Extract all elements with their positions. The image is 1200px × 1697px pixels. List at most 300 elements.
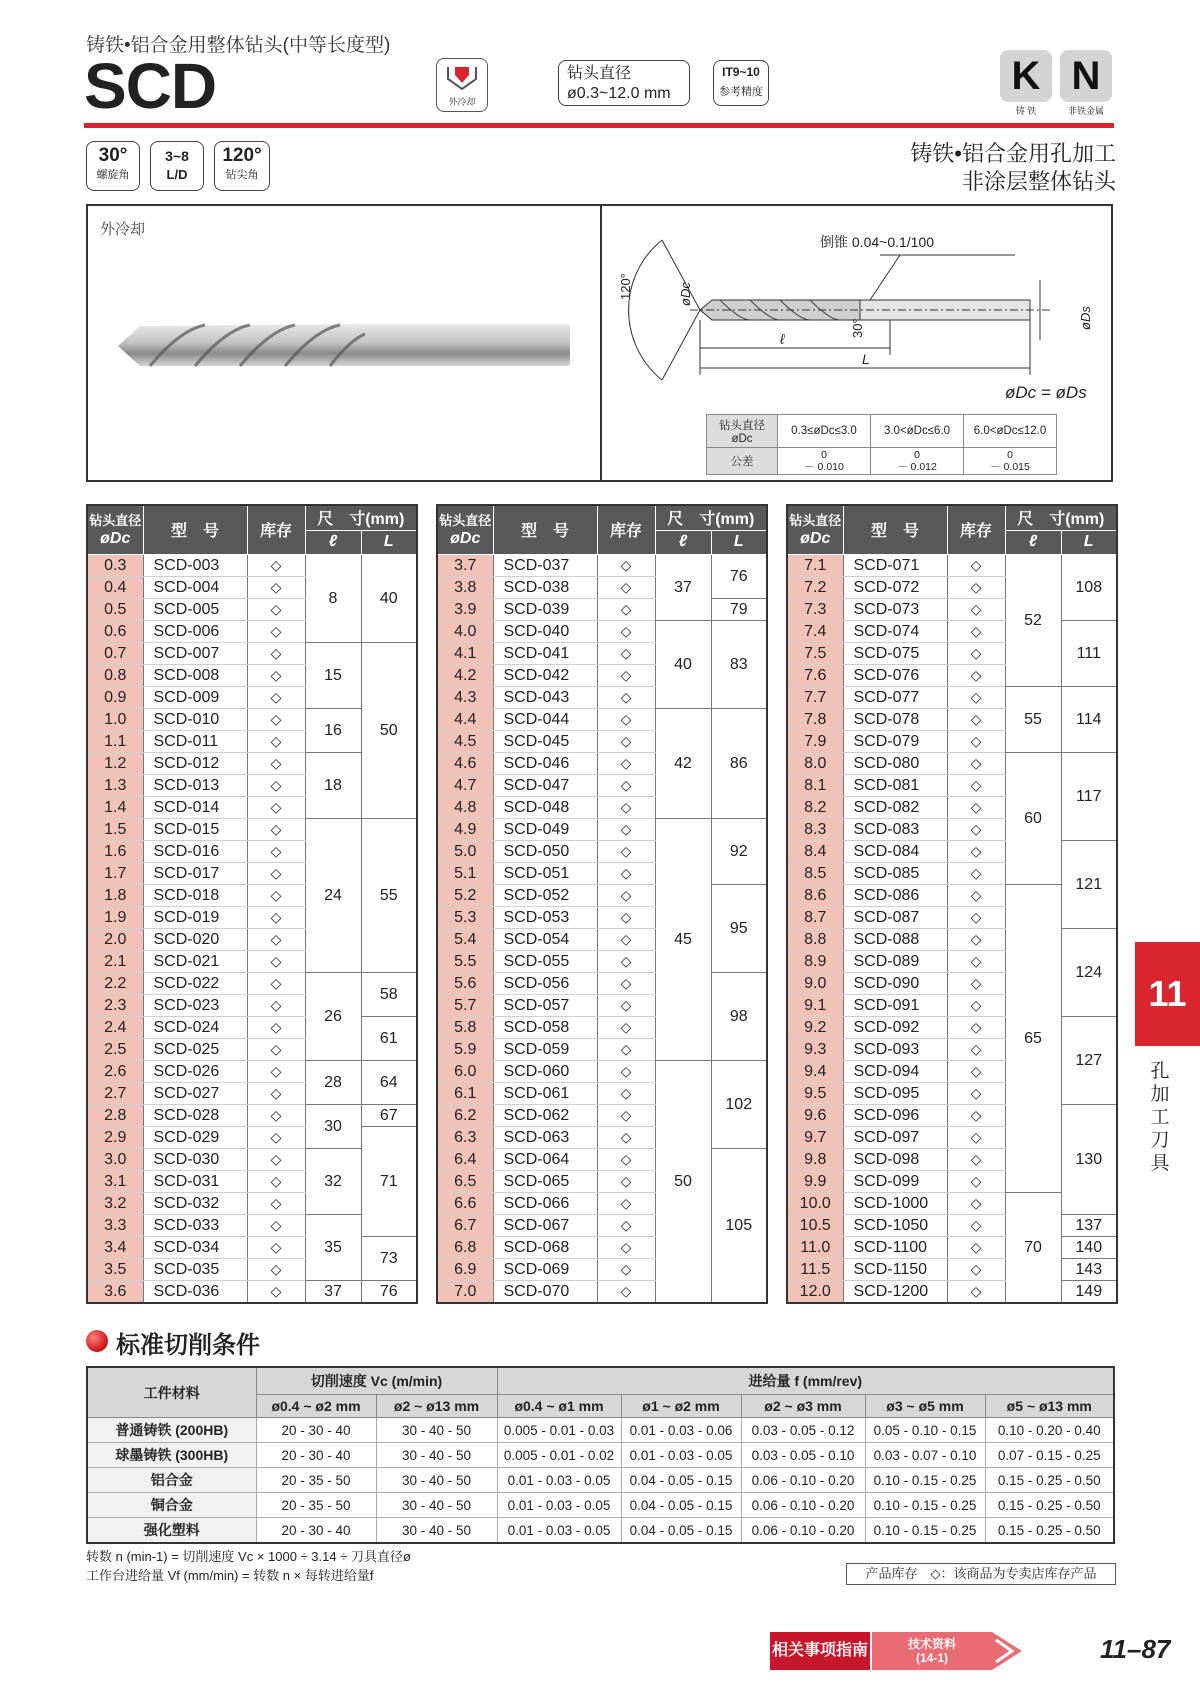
model-cell: SCD-057 xyxy=(493,994,597,1016)
dc-cell: 6.1 xyxy=(437,1082,493,1104)
feed-cell: 0.03 - 0.05 - 0.10 xyxy=(741,1443,865,1468)
table-row xyxy=(437,1060,767,1082)
stock-diamond-icon: ◇ xyxy=(947,598,1005,620)
model-cell: SCD-088 xyxy=(843,928,947,950)
l-value: 70 xyxy=(1005,1192,1061,1303)
L-value: 50 xyxy=(361,642,417,818)
model-cell: SCD-032 xyxy=(143,1192,247,1214)
stock-diamond-icon: ◇ xyxy=(947,862,1005,884)
l-value: 60 xyxy=(1005,752,1061,884)
feed-cell: 0.01 - 0.03 - 0.05 xyxy=(497,1493,621,1518)
model-cell: SCD-038 xyxy=(493,576,597,598)
speed-cell: 30 - 40 - 50 xyxy=(376,1443,497,1468)
l-value: 65 xyxy=(1005,884,1061,1192)
feature-point-angle xyxy=(214,141,270,191)
stock-diamond-icon: ◇ xyxy=(947,1104,1005,1126)
model-cell: SCD-003 xyxy=(143,554,247,576)
model-cell: SCD-016 xyxy=(143,840,247,862)
material-cell: 球墨铸铁 (300HB) xyxy=(87,1443,256,1468)
stock-diamond-icon: ◇ xyxy=(947,928,1005,950)
stock-diamond-icon: ◇ xyxy=(247,818,305,840)
stock-diamond-icon: ◇ xyxy=(597,1258,655,1280)
model-cell: SCD-098 xyxy=(843,1148,947,1170)
material-cell: 强化塑料 xyxy=(87,1518,256,1544)
model-cell: SCD-081 xyxy=(843,774,947,796)
model-cell: SCD-059 xyxy=(493,1038,597,1060)
dc-cell: 3.7 xyxy=(437,554,493,576)
model-cell: SCD-083 xyxy=(843,818,947,840)
L-value: 83 xyxy=(711,620,767,708)
dc-header xyxy=(87,505,143,554)
stock-diamond-icon: ◇ xyxy=(947,576,1005,598)
L-value: 58 xyxy=(361,972,417,1016)
stock-diamond-icon: ◇ xyxy=(247,950,305,972)
stock-diamond-icon: ◇ xyxy=(247,1016,305,1038)
stock-diamond-icon: ◇ xyxy=(597,1148,655,1170)
stock-diamond-icon: ◇ xyxy=(947,664,1005,686)
dc-cell: 0.6 xyxy=(87,620,143,642)
dc-cell: 1.3 xyxy=(87,774,143,796)
L-value: 40 xyxy=(361,554,417,642)
feed-cell: 0.03 - 0.07 - 0.10 xyxy=(865,1443,985,1468)
feature-helix-value: 30° xyxy=(98,145,128,166)
drawing-L: L xyxy=(862,351,870,367)
model-cell: SCD-047 xyxy=(493,774,597,796)
stock-diamond-icon: ◇ xyxy=(247,598,305,620)
model-cell: SCD-095 xyxy=(843,1082,947,1104)
dc-cell: 6.7 xyxy=(437,1214,493,1236)
l-header: ℓ xyxy=(1005,530,1061,554)
stock-diamond-icon: ◇ xyxy=(247,994,305,1016)
l-value: 50 xyxy=(655,1060,711,1303)
stock-diamond-icon: ◇ xyxy=(597,708,655,730)
dc-cell: 1.1 xyxy=(87,730,143,752)
dc-cell: 3.1 xyxy=(87,1170,143,1192)
model-cell: SCD-076 xyxy=(843,664,947,686)
dc-cell: 8.1 xyxy=(787,774,843,796)
stock-diamond-icon: ◇ xyxy=(597,906,655,928)
dc-cell: 9.3 xyxy=(787,1038,843,1060)
L-value: 61 xyxy=(361,1016,417,1060)
model-cell: SCD-052 xyxy=(493,884,597,906)
dc-cell: 12.0 xyxy=(787,1280,843,1303)
stock-diamond-icon: ◇ xyxy=(947,686,1005,708)
stock-diamond-icon: ◇ xyxy=(597,1170,655,1192)
L-value: 121 xyxy=(1061,840,1117,928)
l-value: 28 xyxy=(305,1060,361,1104)
feed-cell: 0.15 - 0.25 - 0.50 xyxy=(985,1493,1114,1518)
model-title: SCD xyxy=(84,50,217,122)
l-value: 24 xyxy=(305,818,361,972)
feed-col: ø0.4 ~ ø1 mm xyxy=(497,1395,621,1418)
header-divider xyxy=(84,123,1114,128)
dc-cell: 6.8 xyxy=(437,1236,493,1258)
dc-cell: 5.6 xyxy=(437,972,493,994)
l-value: 52 xyxy=(1005,554,1061,686)
stock-diamond-icon: ◇ xyxy=(947,972,1005,994)
dc-cell: 3.9 xyxy=(437,598,493,620)
page-subtitle: 铸铁•铝合金用整体钻头(中等长度型) xyxy=(86,35,391,56)
stock-diamond-icon: ◇ xyxy=(247,1126,305,1148)
model-cell: SCD-063 xyxy=(493,1126,597,1148)
feature-point-angle-label: 钻尖角 xyxy=(225,169,259,181)
dc-cell: 11.5 xyxy=(787,1258,843,1280)
dc-cell: 4.5 xyxy=(437,730,493,752)
model-cell: SCD-037 xyxy=(493,554,597,576)
right-title xyxy=(910,140,1116,196)
dc-cell: 5.5 xyxy=(437,950,493,972)
model-cell: SCD-012 xyxy=(143,752,247,774)
speed-cell: 20 - 30 - 40 xyxy=(256,1518,376,1544)
dc-cell: 1.5 xyxy=(87,818,143,840)
model-cell: SCD-020 xyxy=(143,928,247,950)
dc-cell: 2.7 xyxy=(87,1082,143,1104)
stock-diamond-icon: ◇ xyxy=(597,994,655,1016)
feed-cell: 0.06 - 0.10 - 0.20 xyxy=(741,1468,865,1493)
dc-cell: 9.8 xyxy=(787,1148,843,1170)
stock-diamond-icon: ◇ xyxy=(947,752,1005,774)
stock-diamond-icon: ◇ xyxy=(597,818,655,840)
feed-header: 进给量 f (mm/rev) xyxy=(497,1367,1114,1395)
feed-cell: 0.10 - 0.15 - 0.25 xyxy=(865,1493,985,1518)
dc-cell: 4.4 xyxy=(437,708,493,730)
dc-cell: 0.5 xyxy=(87,598,143,620)
stock-diamond-icon: ◇ xyxy=(947,730,1005,752)
stock-diamond-icon: ◇ xyxy=(597,950,655,972)
dc-cell: 8.8 xyxy=(787,928,843,950)
table-row xyxy=(87,1280,417,1303)
stock-diamond-icon: ◇ xyxy=(597,620,655,642)
speed-cell: 30 - 40 - 50 xyxy=(376,1418,497,1443)
model-cell: SCD-056 xyxy=(493,972,597,994)
L-header: L xyxy=(711,530,767,554)
dc-cell: 3.2 xyxy=(87,1192,143,1214)
stock-diamond-icon: ◇ xyxy=(597,1214,655,1236)
model-cell: SCD-029 xyxy=(143,1126,247,1148)
tolerance-label: 公差 xyxy=(707,448,778,475)
dc-cell: 1.2 xyxy=(87,752,143,774)
stock-diamond-icon: ◇ xyxy=(597,1038,655,1060)
model-cell: SCD-074 xyxy=(843,620,947,642)
right-title-line1: 铸铁•铝合金用孔加工 xyxy=(910,141,1116,166)
stock-diamond-icon: ◇ xyxy=(247,1258,305,1280)
speed-cell: 20 - 30 - 40 xyxy=(256,1443,376,1468)
stock-diamond-icon: ◇ xyxy=(597,972,655,994)
dc-cell: 2.5 xyxy=(87,1038,143,1060)
stock-diamond-icon: ◇ xyxy=(947,840,1005,862)
stock-diamond-icon: ◇ xyxy=(947,906,1005,928)
table-row xyxy=(787,686,1117,708)
precision-grade: IT9~10 xyxy=(722,65,760,79)
dc-cell: 4.7 xyxy=(437,774,493,796)
stock-diamond-icon: ◇ xyxy=(597,884,655,906)
stock-diamond-icon: ◇ xyxy=(947,1148,1005,1170)
model-cell: SCD-087 xyxy=(843,906,947,928)
dc-cell: 4.3 xyxy=(437,686,493,708)
model-cell: SCD-073 xyxy=(843,598,947,620)
L-value: 55 xyxy=(361,818,417,972)
cutting-row xyxy=(87,1443,1114,1468)
tolerance-value xyxy=(871,448,964,475)
L-value: 130 xyxy=(1061,1104,1117,1214)
dc-cell: 5.9 xyxy=(437,1038,493,1060)
stock-diamond-icon: ◇ xyxy=(247,840,305,862)
dc-cell: 2.4 xyxy=(87,1016,143,1038)
L-value: 137 xyxy=(1061,1214,1117,1236)
speed-col: ø2 ~ ø13 mm xyxy=(376,1395,497,1418)
model-cell: SCD-027 xyxy=(143,1082,247,1104)
model-cell: SCD-049 xyxy=(493,818,597,840)
stock-diamond-icon: ◇ xyxy=(247,730,305,752)
dc-cell: 2.2 xyxy=(87,972,143,994)
feed-cell: 0.005 - 0.01 - 0.03 xyxy=(497,1418,621,1443)
L-value: 79 xyxy=(711,598,767,620)
section-bullet-icon xyxy=(86,1330,108,1352)
L-header: L xyxy=(1061,530,1117,554)
stock-diamond-icon: ◇ xyxy=(597,1060,655,1082)
dc-cell: 7.9 xyxy=(787,730,843,752)
dc-cell: 6.5 xyxy=(437,1170,493,1192)
model-cell: SCD-007 xyxy=(143,642,247,664)
stock-diamond-icon: ◇ xyxy=(597,774,655,796)
formula-rpm: 转数 n (min-1) = 切削速度 Vc × 1000 ÷ 3.14 ÷ 刀具直径ø xyxy=(86,1549,411,1564)
coolant-arrow-icon xyxy=(442,63,482,93)
dc-cell: 8.3 xyxy=(787,818,843,840)
dc-cell: 9.1 xyxy=(787,994,843,1016)
model-cell: SCD-070 xyxy=(493,1280,597,1303)
dc-cell: 6.3 xyxy=(437,1126,493,1148)
dc-cell: 8.4 xyxy=(787,840,843,862)
stock-legend: 产品库存 ◇：该商品为专卖店库存产品 xyxy=(846,1563,1116,1585)
table-row xyxy=(787,1236,1117,1258)
table-row xyxy=(437,708,767,730)
drawing-l: ℓ xyxy=(780,331,785,347)
material-cell: 铝合金 xyxy=(87,1468,256,1493)
model-cell: SCD-091 xyxy=(843,994,947,1016)
L-value: 124 xyxy=(1061,928,1117,1016)
dc-header xyxy=(437,505,493,554)
model-cell: SCD-035 xyxy=(143,1258,247,1280)
dc-cell: 1.8 xyxy=(87,884,143,906)
feed-cell: 0.06 - 0.10 - 0.20 xyxy=(741,1518,865,1544)
table-row xyxy=(437,554,767,576)
stock-header: 库存 xyxy=(947,505,1005,554)
l-value: 37 xyxy=(305,1280,361,1303)
dc-cell: 9.5 xyxy=(787,1082,843,1104)
table-row xyxy=(787,554,1117,576)
dc-cell: 4.2 xyxy=(437,664,493,686)
drawing-ds: øDs xyxy=(1078,306,1093,330)
dc-cell: 6.4 xyxy=(437,1148,493,1170)
model-cell: SCD-036 xyxy=(143,1280,247,1303)
dc-cell: 7.1 xyxy=(787,554,843,576)
stock-diamond-icon: ◇ xyxy=(597,1104,655,1126)
feed-cell: 0.04 - 0.05 - 0.15 xyxy=(621,1468,741,1493)
model-cell: SCD-064 xyxy=(493,1148,597,1170)
speed-col: ø0.4 ~ ø2 mm xyxy=(256,1395,376,1418)
l-value: 45 xyxy=(655,818,711,1060)
L-value: 127 xyxy=(1061,1016,1117,1104)
dc-cell: 9.2 xyxy=(787,1016,843,1038)
diameter-label: 钻头直径 xyxy=(567,65,632,82)
table-row xyxy=(437,818,767,840)
model-cell: SCD-022 xyxy=(143,972,247,994)
l-value: 42 xyxy=(655,708,711,818)
dc-cell: 3.6 xyxy=(87,1280,143,1303)
feature-ld-label: L/D xyxy=(166,167,188,182)
tolerance-lower: － 0.015 xyxy=(990,461,1030,473)
tolerance-range: 6.0<øDc≤12.0 xyxy=(964,415,1057,448)
tolerance-value xyxy=(964,448,1057,475)
dc-cell: 5.1 xyxy=(437,862,493,884)
stock-diamond-icon: ◇ xyxy=(597,796,655,818)
model-cell: SCD-077 xyxy=(843,686,947,708)
model-cell: SCD-005 xyxy=(143,598,247,620)
tolerance-table xyxy=(706,414,1057,475)
l-header: ℓ xyxy=(655,530,711,554)
L-value: 73 xyxy=(361,1236,417,1280)
dc-cell: 2.8 xyxy=(87,1104,143,1126)
l-value: 55 xyxy=(1005,686,1061,752)
stock-diamond-icon: ◇ xyxy=(247,972,305,994)
stock-diamond-icon: ◇ xyxy=(247,1236,305,1258)
L-value: 95 xyxy=(711,884,767,972)
dc-cell: 9.0 xyxy=(787,972,843,994)
stock-diamond-icon: ◇ xyxy=(947,620,1005,642)
model-cell: SCD-068 xyxy=(493,1236,597,1258)
l-value: 8 xyxy=(305,554,361,642)
model-cell: SCD-094 xyxy=(843,1060,947,1082)
dc-cell: 8.9 xyxy=(787,950,843,972)
drawing-helix: 30° xyxy=(850,318,865,338)
speed-cell: 20 - 30 - 40 xyxy=(256,1418,376,1443)
L-value: 111 xyxy=(1061,620,1117,686)
stock-diamond-icon: ◇ xyxy=(947,1038,1005,1060)
stock-diamond-icon: ◇ xyxy=(947,554,1005,576)
drawing-taper: 倒锥 0.04~0.1/100 xyxy=(820,234,935,250)
dc-header-bottom: øDc xyxy=(100,529,131,547)
coolant-badge xyxy=(436,58,488,112)
table-row xyxy=(787,928,1117,950)
material-cell: 普通铸铁 (200HB) xyxy=(87,1418,256,1443)
model-cell: SCD-092 xyxy=(843,1016,947,1038)
stock-diamond-icon: ◇ xyxy=(947,994,1005,1016)
model-cell: SCD-045 xyxy=(493,730,597,752)
dc-header-top: 钻头直径 xyxy=(89,512,142,528)
cutting-title: 标准切削条件 xyxy=(116,1332,260,1359)
model-cell: SCD-010 xyxy=(143,708,247,730)
dc-cell: 6.6 xyxy=(437,1192,493,1214)
dc-cell: 0.7 xyxy=(87,642,143,664)
stock-diamond-icon: ◇ xyxy=(597,928,655,950)
tolerance-lower: － 0.012 xyxy=(897,461,937,473)
panel-coolant-label: 外冷却 xyxy=(100,221,146,238)
stock-diamond-icon: ◇ xyxy=(247,1148,305,1170)
L-value: 108 xyxy=(1061,554,1117,620)
model-cell: SCD-019 xyxy=(143,906,247,928)
dc-cell: 3.5 xyxy=(87,1258,143,1280)
tech-data-ref: (14-1) xyxy=(915,1651,948,1665)
table-row xyxy=(787,1258,1117,1280)
speed-cell: 20 - 35 - 50 xyxy=(256,1493,376,1518)
stock-diamond-icon: ◇ xyxy=(947,1016,1005,1038)
model-cell: SCD-089 xyxy=(843,950,947,972)
dc-cell: 3.0 xyxy=(87,1148,143,1170)
dc-cell: 8.2 xyxy=(787,796,843,818)
stock-diamond-icon: ◇ xyxy=(247,796,305,818)
dc-cell: 4.8 xyxy=(437,796,493,818)
model-cell: SCD-1100 xyxy=(843,1236,947,1258)
dc-cell: 5.7 xyxy=(437,994,493,1016)
model-cell: SCD-099 xyxy=(843,1170,947,1192)
dc-cell: 4.9 xyxy=(437,818,493,840)
L-value: 71 xyxy=(361,1126,417,1236)
dc-header-bottom: øDc xyxy=(450,529,481,547)
dc-cell: 2.6 xyxy=(87,1060,143,1082)
model-cell: SCD-021 xyxy=(143,950,247,972)
model-cell: SCD-025 xyxy=(143,1038,247,1060)
feed-cell: 0.10 - 0.15 - 0.25 xyxy=(865,1468,985,1493)
dc-cell: 1.4 xyxy=(87,796,143,818)
drawing-point-angle: 120° xyxy=(618,273,633,300)
L-value: 92 xyxy=(711,818,767,884)
stock-diamond-icon: ◇ xyxy=(247,664,305,686)
dc-cell: 8.0 xyxy=(787,752,843,774)
chapter-tab[interactable]: 11 xyxy=(1135,942,1200,1046)
model-cell: SCD-1050 xyxy=(843,1214,947,1236)
dc-cell: 9.9 xyxy=(787,1170,843,1192)
dc-cell: 3.4 xyxy=(87,1236,143,1258)
dc-cell: 0.3 xyxy=(87,554,143,576)
model-cell: SCD-071 xyxy=(843,554,947,576)
table-row xyxy=(437,972,767,994)
tech-data-button[interactable] xyxy=(872,1632,992,1670)
dc-cell: 7.6 xyxy=(787,664,843,686)
table-row xyxy=(787,840,1117,862)
stock-diamond-icon: ◇ xyxy=(247,686,305,708)
stock-diamond-icon: ◇ xyxy=(947,884,1005,906)
feature-helix xyxy=(86,141,140,191)
stock-diamond-icon: ◇ xyxy=(947,1280,1005,1303)
model-cell: SCD-096 xyxy=(843,1104,947,1126)
material-n-badge: N xyxy=(1060,50,1112,102)
guide-button[interactable]: 相关事项指南 xyxy=(770,1632,870,1670)
model-cell: SCD-053 xyxy=(493,906,597,928)
model-cell: SCD-072 xyxy=(843,576,947,598)
speed-cell: 30 - 40 - 50 xyxy=(376,1518,497,1544)
dc-cell: 8.5 xyxy=(787,862,843,884)
dc-cell: 3.8 xyxy=(437,576,493,598)
L-value: 98 xyxy=(711,972,767,1060)
model-cell: SCD-048 xyxy=(493,796,597,818)
stock-diamond-icon: ◇ xyxy=(247,1082,305,1104)
arrow-right-icon[interactable] xyxy=(992,1632,1022,1670)
tolerance-lower: － 0.010 xyxy=(804,461,844,473)
model-cell: SCD-034 xyxy=(143,1236,247,1258)
stock-diamond-icon: ◇ xyxy=(597,576,655,598)
feed-cell: 0.01 - 0.03 - 0.05 xyxy=(497,1518,621,1544)
precision-badge xyxy=(713,60,769,106)
dc-cell: 6.0 xyxy=(437,1060,493,1082)
L-value: 143 xyxy=(1061,1258,1117,1280)
dc-cell: 5.2 xyxy=(437,884,493,906)
feed-cell: 0.005 - 0.01 - 0.02 xyxy=(497,1443,621,1468)
table-row xyxy=(87,642,417,664)
dc-cell: 8.6 xyxy=(787,884,843,906)
model-cell: SCD-023 xyxy=(143,994,247,1016)
feature-point-angle-value: 120° xyxy=(222,145,262,166)
L-value: 86 xyxy=(711,708,767,818)
